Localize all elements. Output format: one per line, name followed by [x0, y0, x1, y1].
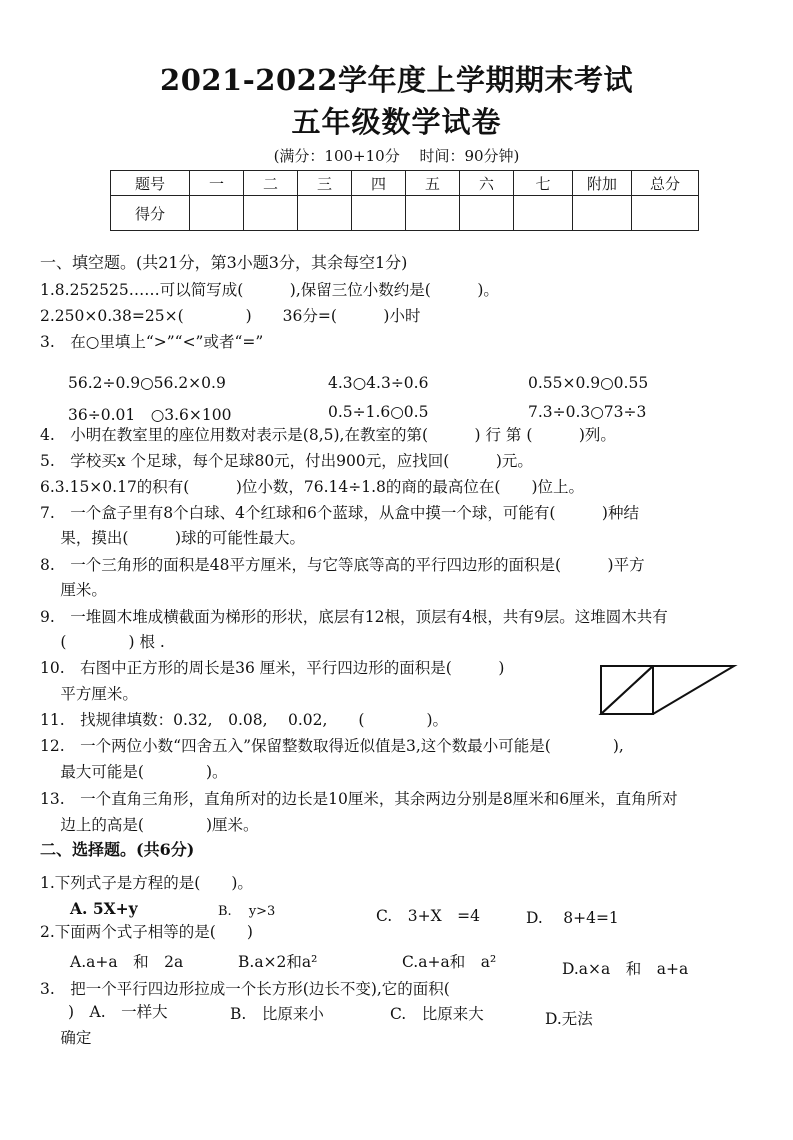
- score-cell: [244, 196, 298, 231]
- choice-option: D.a×a 和 a+a: [562, 960, 689, 978]
- question-2-1: 1.下列式子是方程的是( )。: [40, 874, 253, 892]
- section2-heading: 二、选择题。(共6分): [40, 840, 195, 859]
- score-cell: [352, 196, 406, 231]
- compare-item: 4.3○4.3÷0.6: [328, 374, 429, 392]
- question-1-7-line1: 7. 一个盒子里有8个白球、4个红球和6个蓝球，从盒中摸一个球，可能有( )种结: [40, 504, 639, 522]
- choice-option: B. y>3: [218, 904, 276, 919]
- question-2-3: 3. 把一个平行四边形拉成一个长方形(边长不变),它的面积(: [40, 980, 450, 998]
- choice-option: D. 8+4=1: [526, 909, 619, 927]
- question-1-1: 1.8.252525……可以简写成( ),保留三位小数约是( )。: [40, 281, 499, 299]
- score-header-cell: 附加: [573, 171, 632, 196]
- score-cell: [573, 196, 632, 231]
- question-2-2: 2.下面两个式子相等的是( ): [40, 923, 253, 941]
- question-1-10-line2: 平方厘米。: [40, 685, 138, 703]
- question-1-11: 11. 找规律填数：0.32, 0.08, 0.02, ( )。: [40, 711, 448, 729]
- score-header-cell: 六: [460, 171, 514, 196]
- score-table-score-row: [111, 196, 699, 231]
- question-1-9-line1: 9. 一堆圆木堆成横截面为梯形的形状，底层有12根，顶层有4根，共有9层。这堆圆木共有: [40, 608, 668, 626]
- choice-option: C. 比原来大: [390, 1005, 484, 1023]
- question-1-6: 6.3.15×0.17的积有( )位小数，76.14÷1.8的商的最高位在( )位上。: [40, 478, 585, 496]
- compare-item: 56.2÷0.9○56.2×0.9: [68, 374, 226, 392]
- question-1-7-line2: 果，摸出( )球的可能性最大。: [40, 529, 306, 547]
- question-1-5: 5. 学校买x 个足球，每个足球80元，付出900元，应找回( )元。: [40, 452, 533, 470]
- score-row-label: 得分: [111, 196, 190, 231]
- question-1-10-line1: 10. 右图中正方形的周长是36 厘米，平行四边形的面积是( ): [40, 659, 505, 677]
- question-1-4: 4. 小明在教室里的座位用数对表示是(8,5),在教室的第( ) 行 第 ( )列。: [40, 426, 616, 444]
- question-1-3: 3. 在○里填上“>”“<”或者“=”: [40, 333, 264, 351]
- score-header-cell: 七: [514, 171, 573, 196]
- question-1-12-line2: 最大可能是( )。: [40, 763, 228, 781]
- choice-option: B.a×2和a²: [238, 953, 318, 971]
- score-header-cell: 二: [244, 171, 298, 196]
- question-1-2: 2.250×0.38=25×( ) 36分=( )小时: [40, 307, 421, 325]
- score-header-cell: 一: [190, 171, 244, 196]
- question-1-13-line1: 13. 一个直角三角形，直角所对的边长是10厘米，其余两边分别是8厘米和6厘米，直角所对: [40, 790, 678, 808]
- section1-heading: 一、填空题。(共21分，第3小题3分，其余每空1分): [40, 253, 408, 272]
- question-1-9-line2: ( ) 根 .: [40, 633, 165, 651]
- score-cell: [190, 196, 244, 231]
- question-1-8-line2: 厘米。: [40, 581, 107, 599]
- diagonal-line: [601, 666, 653, 714]
- exam-title: 2021-2022学年度上学期期末考试: [160, 63, 633, 97]
- compare-item: 36÷0.01 ○3.6×100: [68, 406, 232, 424]
- choice-option: A.a+a 和 2a: [70, 953, 184, 971]
- compare-item: 0.5÷1.6○0.5: [328, 403, 429, 421]
- score-cell: [514, 196, 573, 231]
- question-1-12-line1: 12. 一个两位小数“四舍五入”保留整数取得近似值是3,这个数最小可能是( ),: [40, 737, 624, 755]
- score-header-cell: 四: [352, 171, 406, 196]
- score-table: [110, 170, 699, 231]
- exam-subtitle: 五年级数学试卷: [291, 105, 502, 139]
- score-header-cell: 三: [298, 171, 352, 196]
- exam-info: (满分：100+10分 时间：90分钟): [273, 147, 520, 165]
- score-header-cell: 总分: [632, 171, 699, 196]
- score-header-cell: 题号: [111, 171, 190, 196]
- parallelogram-shape: [601, 666, 734, 714]
- square-parallelogram-figure: [598, 660, 738, 718]
- choice-option: D.无法: [545, 1010, 593, 1028]
- score-cell: [632, 196, 699, 231]
- compare-item: 0.55×0.9○0.55: [528, 374, 649, 392]
- score-cell: [460, 196, 514, 231]
- choice-option: ) A. 一样大: [68, 1003, 168, 1021]
- score-cell: [298, 196, 352, 231]
- choice-option: B. 比原来小: [230, 1005, 324, 1023]
- question-1-8-line1: 8. 一个三角形的面积是48平方厘米，与它等底等高的平行四边形的面积是( )平方: [40, 556, 645, 574]
- question-2-3-tail: 确定: [40, 1029, 92, 1047]
- score-header-cell: 五: [406, 171, 460, 196]
- choice-option: A. 5X+y: [70, 899, 138, 918]
- score-table-header-row: [111, 171, 699, 196]
- compare-item: 7.3÷0.3○73÷3: [528, 403, 647, 421]
- score-cell: [406, 196, 460, 231]
- question-1-13-line2: 边上的高是( )厘米。: [40, 816, 259, 834]
- choice-option: C. 3+X =4: [376, 907, 480, 925]
- choice-option: C.a+a和 a²: [402, 953, 497, 971]
